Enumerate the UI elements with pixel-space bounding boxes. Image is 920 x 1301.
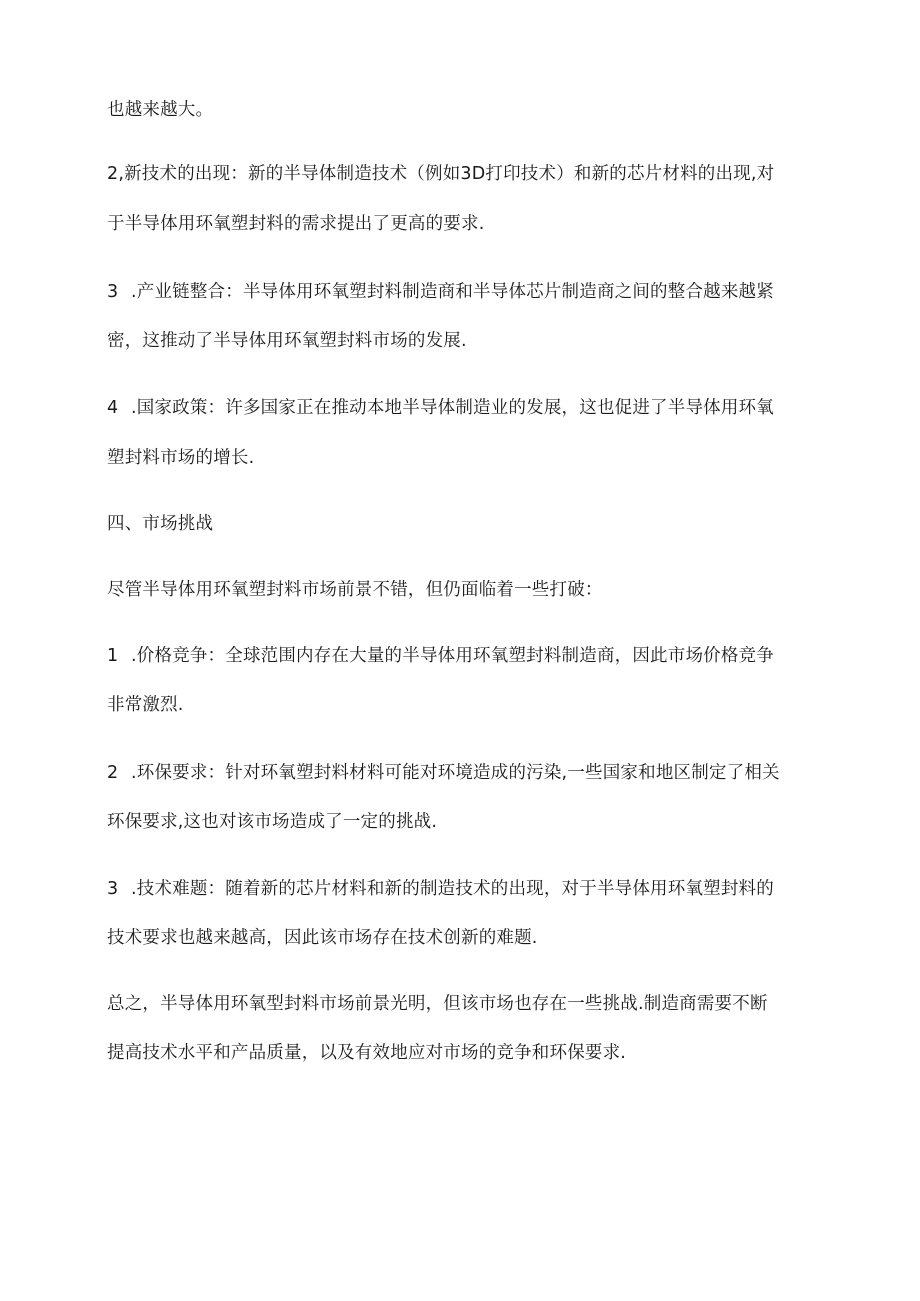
paragraph-line: 非常激烈. — [107, 695, 184, 715]
paragraph-line: 塑封料市场的增长. — [107, 448, 255, 468]
item-number: 4 — [107, 398, 119, 418]
item-number: 2 — [107, 763, 119, 783]
paragraph-line: 环保要求,这也对该市场造成了一定的挑战. — [107, 812, 438, 832]
paragraph-line: 于半导体用环氧塑封料的需求提出了更高的要求. — [107, 214, 485, 234]
numbered-item-line — [107, 644, 774, 668]
numbered-item-line — [107, 396, 774, 420]
paragraph-line: 技术要求也越来越高，因此该市场存在技术创新的难题. — [107, 928, 538, 948]
numbered-item-line — [107, 761, 780, 785]
paragraph-line: 总之，半导体用环氧型封料市场前景光明，但该市场也存在一些挑战.制造商需要不断 — [107, 994, 768, 1014]
item-text: .价格竞争：全球范围内存在大量的半导体用环氧塑封料制造商，因此市场价格竞争 — [131, 646, 774, 666]
item-text: .环保要求：针对环氧塑封料材料可能对环境造成的污染,一些国家和地区制定了相关 — [131, 763, 780, 783]
numbered-item-line — [107, 280, 774, 304]
item-text: .技术难题：随着新的芯片材料和新的制造技术的出现，对于半导体用环氧塑封料的 — [131, 879, 774, 899]
item-number: 1 — [107, 646, 119, 666]
numbered-item-line — [107, 877, 774, 901]
item-number: 3 — [107, 282, 119, 302]
paragraph-line: 密，这推动了半导体用环氧塑封料市场的发展. — [107, 331, 467, 351]
item-text: .产业链整合：半导体用环氧塑封料制造商和半导体芯片制造商之间的整合越来越紧 — [131, 282, 774, 302]
paragraph-line: 也越来越大。 — [107, 100, 214, 120]
paragraph-line: 2,新技术的出现：新的半导体制造技术（例如3D打印技术）和新的芯片材料的出现,对 — [107, 164, 775, 184]
item-number: 3 — [107, 879, 119, 899]
paragraph-line: 提高技术水平和产品质量，以及有效地应对市场的竞争和环保要求. — [107, 1043, 627, 1063]
item-text: .国家政策：许多国家正在推动本地半导体制造业的发展，这也促进了半导体用环氧 — [131, 398, 774, 418]
section-heading: 四、市场挑战 — [107, 514, 214, 534]
paragraph-line: 尽管半导体用环氧塑封料市场前景不错，但仍面临着一些打破： — [107, 580, 603, 600]
